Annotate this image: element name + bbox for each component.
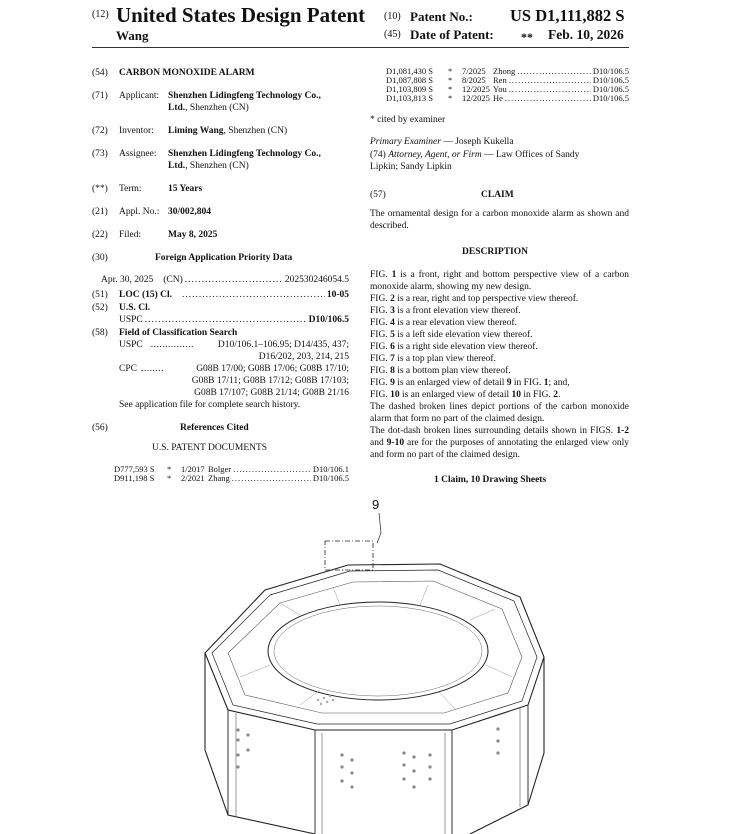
filed-date: May 8, 2025 — [168, 230, 218, 240]
priority-country: (CN) — [163, 275, 183, 285]
center-display — [268, 602, 488, 700]
appl-number: 30/002,804 — [168, 207, 212, 217]
code-51: (51) — [92, 290, 108, 300]
detail-label: 9 — [372, 497, 380, 512]
vent-dots — [236, 727, 499, 788]
reference-row: D1,103,813 S * 12/2025 He ..... D10/106.5 — [386, 94, 629, 103]
appl-label: Appl. No.: — [119, 207, 160, 217]
top-rim-outer — [205, 564, 544, 730]
claim-text: The ornamental design for a carbon monoxide alarm as shown and described. — [370, 209, 629, 231]
dot-leader — [185, 274, 283, 286]
inventor-label: Inventor: — [119, 126, 154, 136]
dot-leader — [182, 289, 325, 301]
term-stars: ** — [521, 30, 533, 44]
claims-sheets-summary: 1 Claim, 10 Drawing Sheets — [434, 475, 547, 485]
fig-desc: FIG. 5 is a left side elevation view thereof. — [370, 330, 533, 340]
cpc-line1: G08B 17/00; G08B 17/06; G08B 17/10; — [196, 364, 349, 374]
code-73: (73) — [92, 149, 108, 159]
uspc-value: D10/106.5 — [308, 315, 349, 325]
term-label: Term: — [119, 184, 142, 194]
code-10: (10) — [384, 11, 401, 22]
code-term: (**) — [92, 184, 108, 194]
fig-desc: FIG. 7 is a top plan view thereof. — [370, 354, 496, 364]
date-label: Date of Patent: — [410, 27, 494, 42]
references-title: References Cited — [180, 423, 249, 433]
loc-label: LOC (15) Cl. — [119, 290, 173, 300]
fig-desc: FIG. 6 is a right side elevation view thereof. — [370, 342, 538, 352]
reference-row: D1,081,430 S * 7/2025 Zhong ..... D10/106.5 — [386, 67, 629, 76]
priority-date: Apr. 30, 2025 — [101, 275, 154, 285]
code-57: (57) — [370, 190, 386, 200]
assignee-line1: Shenzhen Lidingfeng Technology Co., — [168, 149, 321, 159]
description-body — [370, 269, 629, 461]
claim-title: CLAIM — [481, 190, 514, 200]
attorney-line2: Lipkin; Sandy Lipkin — [370, 162, 452, 172]
side-wall-outline — [205, 653, 544, 834]
code-52: (52) — [92, 303, 108, 313]
field-uspc-line1: D10/106.1–106.95; D14/435, 437; — [217, 340, 349, 350]
assignee-line2: Ltd., Shenzhen (CN) — [168, 161, 249, 171]
loc-row — [119, 289, 349, 301]
detail-leader — [377, 513, 381, 543]
top-rim-inner — [212, 570, 537, 724]
code-22: (22) — [92, 230, 108, 240]
left-references-list — [114, 465, 349, 483]
fig-desc: FIG. 4 is a rear elevation view thereof. — [370, 318, 517, 328]
fig-desc: FIG. 2 is a rear, right and top perspective view thereof. — [370, 294, 579, 304]
cpc-label: CPC — [119, 364, 137, 374]
priority-number: 202530246054.5 — [284, 275, 349, 285]
field-uspc-label: USPC — [119, 340, 143, 350]
inventor-surname: Wang — [116, 28, 149, 43]
dashed-lines-note: The dashed broken lines depict portions of the carbon monoxide alarm that form no part of the claimed design. — [370, 402, 629, 424]
reference-row: D1,087,808 S * 8/2025 Ren ..... D10/106.5 — [386, 76, 629, 85]
cpc-row — [119, 363, 349, 375]
us-docs-title: U.S. PATENT DOCUMENTS — [152, 443, 268, 453]
code-72: (72) — [92, 126, 108, 136]
fig-desc: FIG. 9 is an enlarged view of detail 9 in FIG. 1; and, — [370, 378, 570, 388]
right-references-list — [386, 67, 629, 103]
patent-no-label: Patent No.: — [410, 9, 473, 24]
header-rule — [92, 47, 629, 48]
uscl-label: U.S. Cl. — [119, 303, 151, 313]
cpc-line2: G08B 17/11; G08B 17/12; G08B 17/103; — [191, 376, 349, 386]
fig-desc: FIG. 3 is a front elevation view thereof. — [370, 306, 521, 316]
term-value: 15 Years — [168, 184, 203, 194]
alarm-drawing — [0, 505, 729, 834]
patent-number: US D1,111,882 S — [510, 6, 625, 25]
top-face-panel — [228, 581, 522, 713]
code-45: (45) — [384, 29, 401, 40]
cpc-line3: G08B 17/107; G08B 21/14; G08B 21/16 — [194, 388, 349, 398]
code-12: (12) — [92, 9, 109, 20]
reference-row: D1,103,809 S * 12/2025 You ..... D10/106.5 — [386, 85, 629, 94]
fig-desc: FIG. 10 is an enlarged view of detail 10 in FIG. 2. — [370, 390, 561, 400]
uspc-label: USPC — [119, 315, 143, 325]
side-wall-inner-edges — [236, 708, 520, 834]
field-title: Field of Classification Search — [119, 328, 238, 338]
reference-row: D911,198 S * 2/2021 Zhang ..... D10/106.5 — [114, 474, 349, 483]
code-21: (21) — [92, 207, 108, 217]
code-71: (71) — [92, 91, 108, 101]
patent-date: Feb. 10, 2026 — [548, 27, 624, 42]
design-title: CARBON MONOXIDE ALARM — [119, 68, 255, 78]
filed-label: Filed: — [119, 230, 142, 240]
assignee-label: Assignee: — [119, 149, 157, 159]
reference-row: D777,593 S * 1/2017 Bolger ..... D10/106.1 — [114, 465, 349, 474]
search-history-note: See application file for complete search history. — [119, 400, 301, 410]
top-radial-lines — [240, 585, 512, 709]
description-title: DESCRIPTION — [462, 247, 528, 257]
priority-title: Foreign Application Priority Data — [155, 253, 293, 263]
code-54: (54) — [92, 68, 108, 78]
detail-boundary-box — [325, 541, 373, 570]
priority-row — [101, 274, 349, 286]
applicant-label: Applicant: — [119, 91, 160, 101]
patent-type-title: United States Design Patent — [116, 3, 366, 27]
primary-examiner: Primary Examiner — Joseph Kukella — [370, 137, 514, 147]
field-uspc-row — [119, 339, 349, 351]
field-uspc-line2: D16/202, 203, 214, 215 — [258, 352, 349, 362]
dot-dash-note: The dot-dash broken lines surrounding details shown in FIGS. 1-2 and 9-10 are for the purposes of annotating the enlarged view only and form no part of the claimed design. — [370, 426, 630, 460]
dot-leader — [145, 314, 307, 326]
code-58: (58) — [92, 328, 108, 338]
code-56: (56) — [92, 423, 108, 433]
loc-value: 10-05 — [326, 290, 349, 300]
code-30: (30) — [92, 253, 108, 263]
center-display-inner — [274, 606, 482, 696]
dot-leader: ............... — [150, 340, 194, 350]
attorney-line1: (74) Attorney, Agent, or Firm — Law Offices of Sandy — [370, 150, 580, 160]
uspc-row — [119, 314, 349, 326]
speaker-grille — [317, 695, 334, 705]
applicant-line2: Ltd., Shenzhen (CN) — [168, 103, 249, 113]
fig-desc: FIG. 8 is a bottom plan view thereof. — [370, 366, 511, 376]
applicant-line1: Shenzhen Lidingfeng Technology Co., — [168, 91, 321, 101]
fig-desc: FIG. 1 is a front, right and bottom perspective view of a carbon monoxide alarm, showing my new design. — [370, 270, 629, 292]
cited-by-examiner-note: * cited by examiner — [370, 115, 446, 125]
inventor-name: Liming Wang, Shenzhen (CN) — [168, 126, 288, 136]
dot-leader: ........ — [140, 364, 164, 374]
